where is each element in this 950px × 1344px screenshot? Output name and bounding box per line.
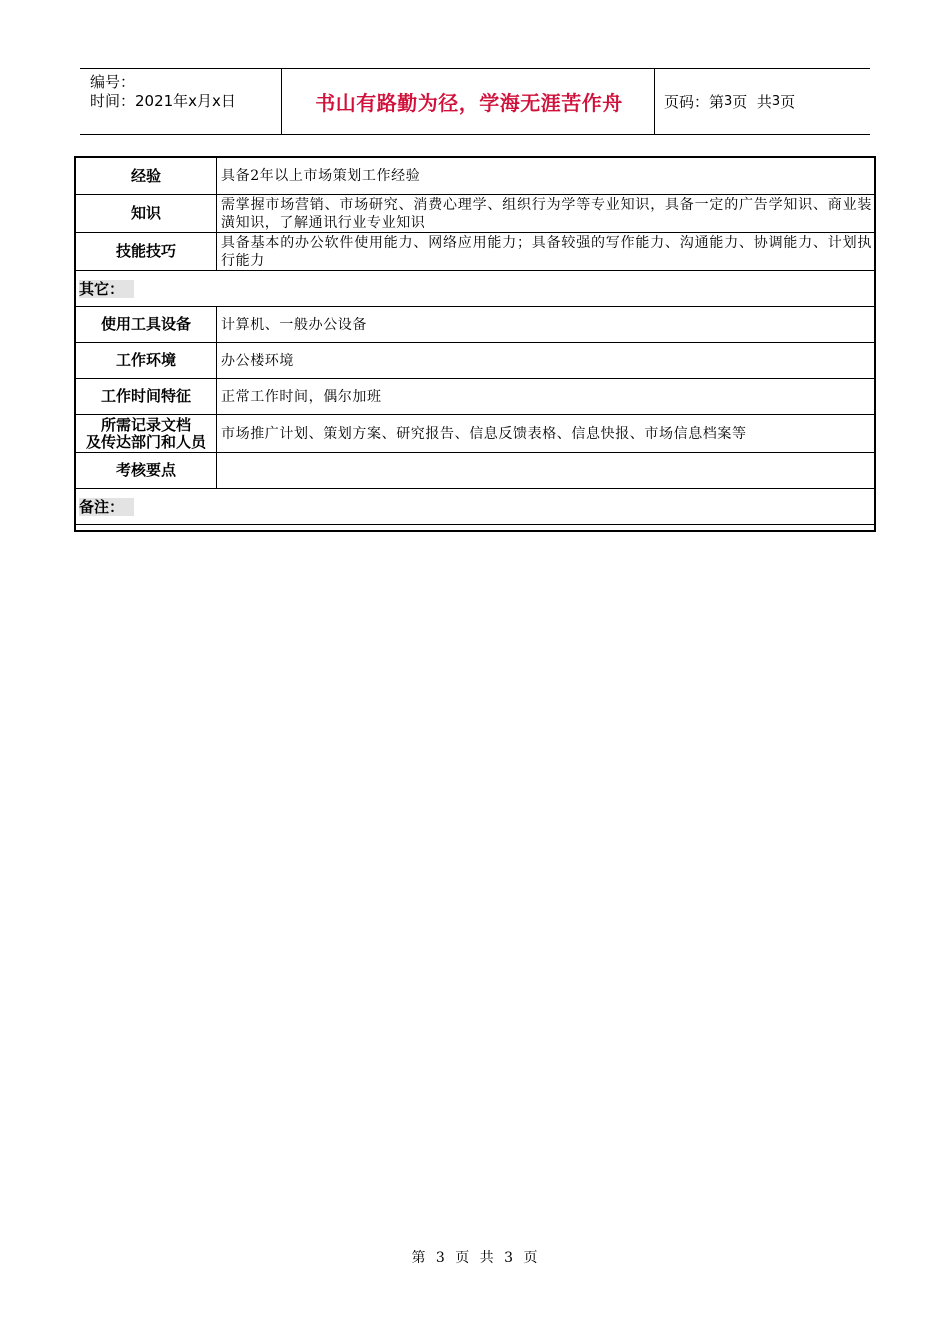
job-requirements-table — [75, 157, 876, 525]
header-page-number — [664, 69, 795, 134]
header-motto: 书山有路勤为径，学海无涯苦作舟 — [315, 91, 623, 115]
remarks-label: 备注： — [79, 498, 134, 516]
page-header — [80, 68, 870, 135]
table-row-assessment — [76, 453, 876, 489]
table-row-environment — [76, 343, 876, 379]
table-row-documents — [76, 415, 876, 453]
table-row-knowledge — [76, 195, 876, 233]
page-suffix: 页 — [780, 93, 796, 111]
remarks-section — [76, 489, 876, 525]
hours-value: 正常工作时间，偶尔加班 — [217, 379, 876, 415]
header-divider-right — [654, 69, 655, 134]
header-divider-left — [281, 69, 282, 134]
assessment-label: 考核要点 — [76, 453, 217, 489]
page-middle: 页 共 — [732, 93, 772, 111]
skills-label: 技能技巧 — [76, 233, 217, 271]
documents-label-line1: 所需记录文档 — [100, 415, 191, 434]
page-total: 3 — [771, 94, 781, 109]
other-section — [76, 271, 876, 307]
table-row-skills — [76, 233, 876, 271]
experience-value: 具备2年以上市场策划工作经验 — [217, 158, 876, 195]
page-current: 3 — [724, 94, 733, 109]
page-prefix: 页码：第 — [664, 93, 725, 111]
tools-value: 计算机、一般办公设备 — [217, 307, 876, 343]
table-row-remarks — [76, 489, 876, 525]
other-label: 其它： — [79, 280, 134, 298]
documents-value: 市场推广计划、策划方案、研究报告、信息反馈表格、信息快报、市场信息档案等 — [217, 415, 876, 453]
table-row-tools — [76, 307, 876, 343]
table-row-other — [76, 271, 876, 307]
document-number-label: 编号： — [90, 73, 136, 91]
assessment-value — [217, 453, 876, 489]
skills-value: 具备基本的办公软件使用能力、网络应用能力；具备较强的写作能力、沟通能力、协调能力、计划执行能力 — [217, 233, 876, 271]
table-row-experience — [76, 158, 876, 195]
documents-label-line2: 及传达部门和人员 — [85, 432, 206, 451]
header-meta — [90, 73, 236, 111]
document-date: 时间：2021年x月x日 — [90, 92, 236, 110]
knowledge-label: 知识 — [76, 195, 217, 233]
environment-value: 办公楼环境 — [217, 343, 876, 379]
tools-label: 使用工具设备 — [76, 307, 217, 343]
table-row-hours — [76, 379, 876, 415]
page-footer: 第 3 页 共 3 页 — [411, 1250, 539, 1266]
documents-label — [76, 415, 217, 453]
environment-label: 工作环境 — [76, 343, 217, 379]
knowledge-value: 需掌握市场营销、市场研究、消费心理学、组织行为学等专业知识，具备一定的广告学知识、商业装潢知识，了解通讯行业专业知识 — [217, 195, 876, 233]
hours-label: 工作时间特征 — [76, 379, 217, 415]
experience-label: 经验 — [76, 158, 217, 195]
